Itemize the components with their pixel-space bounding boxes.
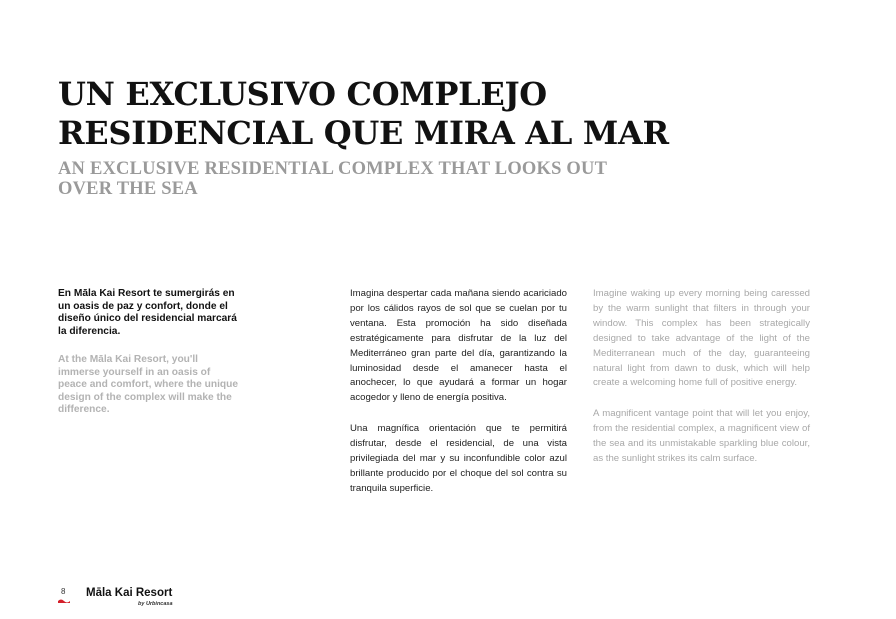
- page-footer: [58, 587, 218, 609]
- brand-logo: Māla Kai Resort: [86, 587, 173, 599]
- body-column-en: [593, 287, 810, 483]
- body-en-paragraph-1: Imagine waking up every morning being caressed by the warm sunlight that filters in through your window. This complex has been strategically designed to take advantage of the light of the Mediterranean much of the day, guaranteeing natural light from dawn to dusk, which will help create a welcoming home full of positive energy.: [593, 288, 810, 389]
- body-en-paragraph-2: A magnificent vantage point that will let you enjoy, from the residential complex, a magnificent view of the sea and its unmistakable sparkling blue colour, as the sunlight strikes its calm surface.: [593, 408, 810, 465]
- page-subtitle: AN EXCLUSIVE RESIDENTIAL COMPLEX THAT LOOKS OUT OVER THE SEA: [58, 159, 607, 199]
- wave-mark-icon: [58, 598, 70, 603]
- body-column-es: [350, 287, 567, 513]
- page-number: 8: [61, 587, 66, 596]
- body-es-paragraph-2: Una magnífica orientación que te permitirá disfrutar, desde el residencial, de una vista privilegiada del mar y su inconfundible color azul brillante producido por el choque del sol contra su tranquila superficie.: [350, 423, 567, 494]
- body-es-paragraph-1: Imagina despertar cada mañana siendo acariciado por los cálidos rayos de sol que se cuelan por tu ventana. Esta promoción ha sido diseñada estratégicamente para disfrutar de la luz del Mediterráneo gran parte del día, garantizando la luminosidad desde el amanecer hasta el anochecer, lo que ayudará a formar un hogar acogedor y lleno de energía positiva.: [350, 288, 567, 404]
- brand-subtitle: by Urbincasa: [138, 601, 173, 607]
- page-title: UN EXCLUSIVO COMPLEJO RESIDENCIAL QUE MIRA AL MAR: [58, 75, 669, 152]
- intro-text-en: At the Māla Kai Resort, you'll immerse yourself in an oasis of peace and comfort, where the unique design of the complex will make the difference.: [58, 354, 239, 416]
- intro-text-es: En Māla Kai Resort te sumergirás en un oasis de paz y confort, donde el diseño único del residencial marcará la diferencia.: [58, 288, 237, 337]
